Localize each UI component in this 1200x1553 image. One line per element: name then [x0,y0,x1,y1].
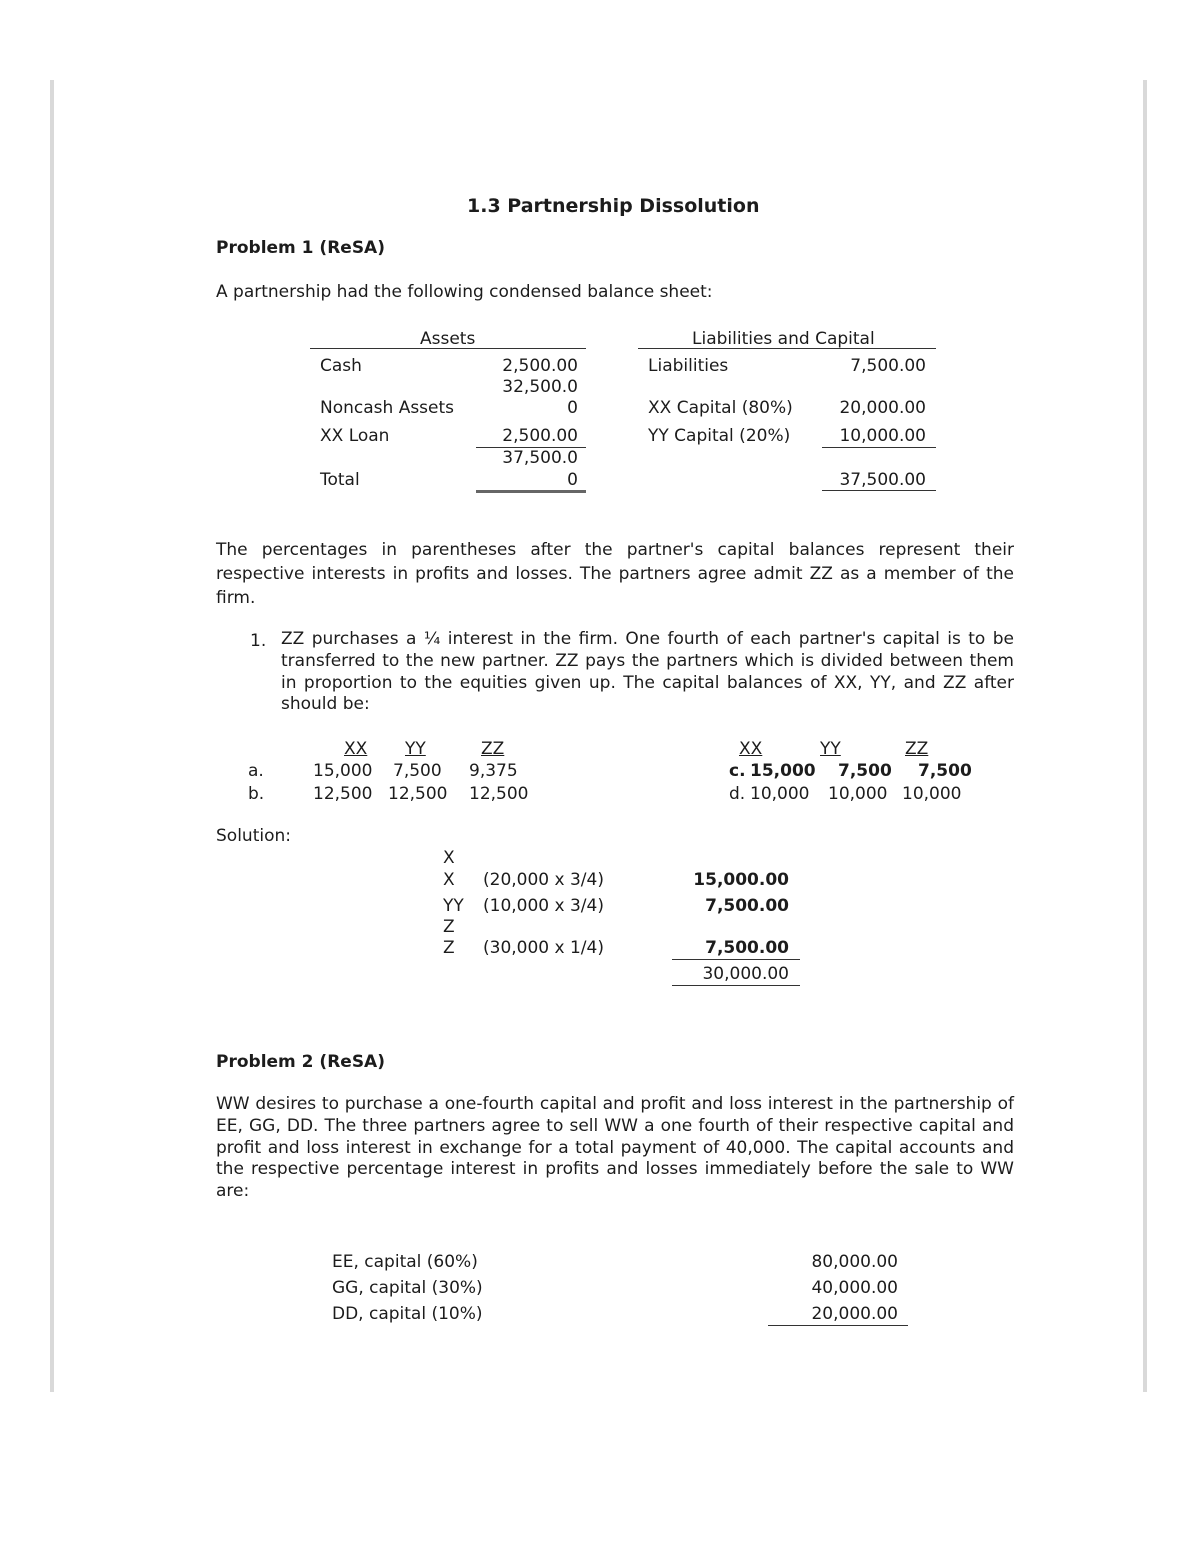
liab-amount-yy-capital: 10,000.00 [839,426,926,446]
capital-gg-label: GG, capital (30%) [332,1278,483,1298]
problem1-heading: Problem 1 (ReSA) [216,238,385,258]
solution-zz-name: Z [443,938,455,958]
liab-subtotal-rule [822,447,936,448]
choice-d-zz: 10,000 [902,784,962,804]
asset-label-total: Total [320,470,360,490]
page-title: 1.3 Partnership Dissolution [467,195,760,217]
choice-a-zz: 9,375 [469,761,518,781]
choice-c-xx: 15,000 [750,761,816,781]
assets-total-rule [476,490,586,493]
choice-b-yy: 12,500 [388,784,448,804]
solution-zz-name-top: Z [443,917,455,937]
choice-d-yy: 10,000 [828,784,888,804]
liab-total-rule [822,490,936,491]
capital-ee-label: EE, capital (60%) [332,1252,478,1272]
choice-b-letter: b. [248,784,265,804]
question-text: ZZ purchases a ¼ interest in the firm. One fourth of each partner's capital is to be transferred to the new partner. ZZ pays the partners which is divided between them in proportion to the equities given up. The capital balances of XX, YY, and ZZ after should be: [281,629,1014,715]
asset-amount-xx-loan: 2,500.00 [502,426,578,446]
capital-dd-amount: 20,000.00 [811,1304,898,1324]
liab-label-liabilities: Liabilities [648,356,729,376]
liab-amount-total: 37,500.00 [839,470,926,490]
liab-label-yy-capital: YY Capital (20%) [648,426,791,446]
asset-label-cash: Cash [320,356,362,376]
liab-header: Liabilities and Capital [692,329,875,349]
choice-a-xx: 15,000 [313,761,373,781]
choice-c-zz: 7,500 [918,761,972,781]
choice-header-xx-left: XX [344,739,368,759]
assets-header: Assets [420,329,476,349]
choice-b-zz: 12,500 [469,784,529,804]
capital-dd-label: DD, capital (10%) [332,1304,483,1324]
asset-amount-total-bottom: 0 [567,470,578,490]
choice-a-yy: 7,500 [393,761,442,781]
question-number: 1. [250,631,267,651]
problem2-heading: Problem 2 (ReSA) [216,1052,385,1072]
solution-xx-name: X [443,870,455,890]
choice-d-letter: d. [729,784,746,804]
solution-yy-amount: 7,500.00 [705,896,789,916]
asset-amount-noncash-top: 32,500.0 [502,377,578,397]
choice-header-xx-right: XX [739,739,763,759]
solution-yy-name: YY [443,896,464,916]
problem1-paragraph: The percentages in parentheses after the partner's capital balances represent their respective interests in profits and losses. The partners agree admit ZZ as a member of the firm. [216,540,1014,609]
solution-xx-name-top: X [443,848,455,868]
left-page-border [50,80,54,1392]
solution-label: Solution: [216,826,291,846]
choice-d-xx: 10,000 [750,784,810,804]
problem1-intro: A partnership had the following condensed balance sheet: [216,282,713,302]
solution-zz-calc: (30,000 x 1/4) [483,938,604,958]
solution-xx-amount: 15,000.00 [693,870,789,890]
choice-header-zz-left: ZZ [481,739,505,759]
solution-total-rule [672,985,800,986]
asset-label-noncash: Noncash Assets [320,398,455,418]
choice-b-xx: 12,500 [313,784,373,804]
choice-header-yy-right: YY [820,739,841,759]
solution-yy-calc: (10,000 x 3/4) [483,896,604,916]
asset-label-xx-loan: XX Loan [320,426,390,446]
solution-zz-amount: 7,500.00 [705,938,789,958]
liab-amount-xx-capital: 20,000.00 [839,398,926,418]
solution-xx-calc: (20,000 x 3/4) [483,870,604,890]
liab-label-xx-capital: XX Capital (80%) [648,398,793,418]
choice-c-letter: c. [729,761,746,781]
choice-a-letter: a. [248,761,264,781]
liab-header-rule [638,348,936,349]
choice-c-yy: 7,500 [838,761,892,781]
problem2-paragraph: WW desires to purchase a one-fourth capital and profit and loss interest in the partnership of EE, GG, DD. The three partners agree to sell WW a one fourth of their respective capital and profit and loss interest in exchange for a total payment of 40,000. The capital accounts and the respective percentage interest in profits and losses immediately before the sale to WW are: [216,1094,1014,1201]
liab-amount-liabilities: 7,500.00 [850,356,926,376]
solution-subtotal-rule [672,959,800,960]
choice-header-zz-right: ZZ [905,739,929,759]
choice-header-yy-left: YY [405,739,426,759]
asset-amount-cash: 2,500.00 [502,356,578,376]
right-page-border [1143,80,1147,1392]
asset-amount-total-top: 37,500.0 [502,448,578,468]
solution-total: 30,000.00 [702,964,789,984]
capitals-total-rule [768,1325,908,1326]
asset-amount-noncash-bottom: 0 [567,398,578,418]
capital-gg-amount: 40,000.00 [811,1278,898,1298]
capital-ee-amount: 80,000.00 [811,1252,898,1272]
assets-header-rule [310,348,586,349]
